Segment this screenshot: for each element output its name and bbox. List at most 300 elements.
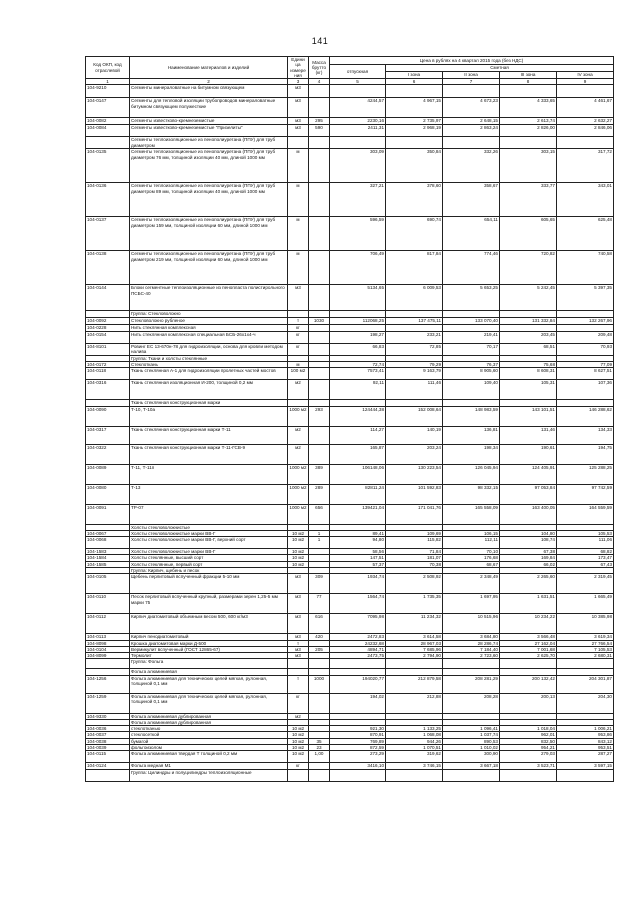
row-unit: т: [288, 318, 309, 325]
row-mass: [309, 380, 330, 400]
row-zone-3-price: 108,74: [500, 537, 557, 549]
row-zone-4-price: [557, 137, 614, 149]
row-zone-4-price: 1 665,49: [557, 594, 614, 614]
row-unit: 10 м2: [288, 537, 309, 549]
row-code: 104-0089: [86, 464, 130, 484]
row-unit: м3: [288, 125, 309, 137]
row-zone-2-price: 176,68: [443, 555, 500, 561]
row-unit: м: [288, 149, 309, 183]
col-number: 4: [309, 79, 330, 85]
row-code: 104-0112: [86, 614, 130, 634]
col-header-zone-4: IV зона: [557, 72, 614, 79]
row-zone-3-price: 333,77: [500, 183, 557, 217]
row-zone-3-price: [500, 769, 557, 781]
row-zone-3-price: 2 613,74: [500, 118, 557, 125]
row-code: 104-9210: [86, 85, 130, 98]
row-release-price: 7095,98: [330, 614, 386, 634]
col-header-estimate: Сметная: [386, 65, 614, 72]
row-zone-1-price: 690,74: [386, 217, 443, 251]
row-zone-2-price: 890,53: [443, 738, 500, 744]
row-zone-1-price: 2 794,90: [386, 653, 443, 659]
row-zone-3-price: 67,38: [500, 549, 557, 555]
col-number: 7: [443, 79, 500, 85]
row-release-price: 57,37: [330, 561, 386, 567]
table-row: [86, 118, 614, 125]
row-zone-4-price: 97 742,59: [557, 484, 614, 504]
row-unit: т: [288, 640, 309, 646]
row-code: 104-0084: [86, 125, 130, 137]
row-release-price: 194020,77: [330, 675, 386, 693]
row-zone-4-price: 209,48: [557, 331, 614, 343]
row-name: Фольга алюминиевая твердая Т толщиной 0,2 мм: [130, 751, 288, 763]
row-code: 104-1256: [86, 675, 130, 693]
row-release-price: 2230,16: [330, 118, 386, 125]
row-zone-4-price: 317,72: [557, 149, 614, 183]
row-code: 104-0154: [86, 331, 130, 343]
row-zone-4-price: 204,30: [557, 693, 614, 713]
row-code: 104-1584: [86, 555, 130, 561]
row-zone-1-price: 3 746,15: [386, 763, 443, 769]
row-code: 104-0105: [86, 574, 130, 594]
row-code: 104-0067: [86, 530, 130, 536]
row-zone-2-price: 300,90: [443, 751, 500, 763]
table-row: [86, 125, 614, 137]
row-unit: [288, 659, 309, 669]
row-release-price: 870,91: [330, 732, 386, 738]
row-zone-2-price: 198,34: [443, 444, 500, 464]
row-zone-3-price: 66,02: [500, 561, 557, 567]
row-zone-1-price: 6 009,53: [386, 285, 443, 311]
row-name: Холсты стеклянные, первый сорт: [130, 561, 288, 567]
row-code: 104-0104: [86, 646, 130, 652]
row-name: стеклосеткой: [130, 732, 288, 738]
row-zone-2-price: 7 184,40: [443, 646, 500, 652]
row-zone-3-price: 832,50: [500, 738, 557, 744]
row-zone-2-price: 1 096,41: [443, 726, 500, 732]
row-zone-1-price: 9 163,79: [386, 368, 443, 380]
row-zone-4-price: 343,01: [557, 183, 614, 217]
row-mass: 289: [309, 484, 330, 504]
row-zone-2-price: 654,11: [443, 217, 500, 251]
row-release-price: 24232,68: [330, 640, 386, 646]
row-zone-2-price: [443, 769, 500, 781]
row-release-price: 706,49: [330, 251, 386, 285]
row-zone-4-price: [557, 659, 614, 669]
row-mass: [309, 149, 330, 183]
row-zone-2-price: 3 684,80: [443, 634, 500, 640]
row-zone-3-price: 105,31: [500, 380, 557, 400]
row-code: 104-0115: [86, 751, 130, 763]
row-release-price: 5134,65: [330, 285, 386, 311]
row-zone-4-price: 146 288,62: [557, 406, 614, 426]
col-header-unit: Едини ца измере ния: [288, 57, 309, 79]
row-zone-2-price: 2 723,60: [443, 653, 500, 659]
row-zone-1-price: 72,85: [386, 343, 443, 355]
row-zone-3-price: 1 631,51: [500, 594, 557, 614]
row-zone-3-price: [500, 659, 557, 669]
row-unit: м3: [288, 85, 309, 98]
row-name: Т-13: [130, 484, 288, 504]
row-zone-4-price: 173,47: [557, 555, 614, 561]
row-zone-4-price: 77,09: [557, 361, 614, 367]
row-zone-2-price: 70,10: [443, 549, 500, 555]
row-zone-1-price: 11 234,32: [386, 614, 443, 634]
table-row: [86, 331, 614, 343]
row-unit: 10 м2: [288, 561, 309, 567]
row-zone-1-price: [386, 311, 443, 318]
row-name: Т-11, Т-11п: [130, 464, 288, 484]
row-zone-1-price: 171 041,76: [386, 504, 443, 524]
row-zone-3-price: 962,01: [500, 732, 557, 738]
row-release-price: [330, 85, 386, 98]
row-code: 104-0124: [86, 763, 130, 769]
row-zone-4-price: 953,51: [557, 745, 614, 751]
row-release-price: 327,21: [330, 183, 386, 217]
row-unit: м3: [288, 285, 309, 311]
row-unit: 1000 м2: [288, 504, 309, 524]
row-zone-3-price: 279,03: [500, 751, 557, 763]
row-zone-1-price: 2 508,92: [386, 574, 443, 594]
row-mass: [309, 251, 330, 285]
col-number: 5: [330, 79, 386, 85]
group-row: [86, 659, 614, 669]
row-zone-1-price: 212 879,58: [386, 675, 443, 693]
row-code: 104-0135: [86, 149, 130, 183]
row-name: Ткань стеклянная конструкционная марки: [130, 400, 288, 406]
row-code: 104-0036: [86, 726, 130, 732]
row-zone-1-price: 3 614,58: [386, 634, 443, 640]
row-zone-4-price: 10 385,98: [557, 614, 614, 634]
row-unit: м: [288, 183, 309, 217]
row-mass: 1,00: [309, 751, 330, 763]
row-mass: 389: [309, 464, 330, 484]
col-header-name: Наименование материалов и изделий: [130, 57, 288, 79]
row-zone-4-price: 111,06: [557, 537, 614, 549]
table-row: [86, 675, 614, 693]
row-unit: м3: [288, 594, 309, 614]
row-code: 104-1583: [86, 549, 130, 555]
row-name: Сегменты для тепловой изоляции трубопроводов минераловатные битумном связующем полужесткие: [130, 98, 288, 118]
row-zone-4-price: 194,75: [557, 444, 614, 464]
row-zone-3-price: 97 053,84: [500, 484, 557, 504]
row-name: Фольга алюминиевая для технических целей мягкая, рулонная, толщиной 0,1 мм: [130, 675, 288, 693]
table-row: [86, 380, 614, 400]
table-row: [86, 217, 614, 251]
row-code: 104-0172: [86, 361, 130, 367]
row-code: [86, 311, 130, 318]
row-zone-2-price: 112,11: [443, 537, 500, 549]
row-zone-3-price: 104,80: [500, 530, 557, 536]
row-release-price: 89,41: [330, 530, 386, 536]
row-zone-4-price: 4 461,67: [557, 98, 614, 118]
row-zone-4-price: 8 627,51: [557, 368, 614, 380]
row-zone-4-price: 2 632,27: [557, 118, 614, 125]
row-mass: [309, 285, 330, 311]
row-mass: 295: [309, 118, 330, 125]
table-row: [86, 149, 614, 183]
row-unit: м3: [288, 646, 309, 652]
row-unit: м: [288, 251, 309, 285]
row-release-price: 273,29: [330, 751, 386, 763]
row-name: Ровинг ЕС 13-670н-78 для гидроизоляции, основа для кровли методом налива: [130, 343, 288, 355]
row-zone-4-price: 105,53: [557, 530, 614, 536]
row-zone-4-price: 132 267,96: [557, 318, 614, 325]
row-code: 104-0091: [86, 504, 130, 524]
row-code: 104-0039: [86, 745, 130, 751]
row-code: 104-0113: [86, 634, 130, 640]
row-mass: [309, 693, 330, 713]
row-zone-4-price: 27 766,54: [557, 640, 614, 646]
row-zone-1-price: [386, 85, 443, 98]
row-name: Фольга алюминиевая: [130, 669, 288, 675]
row-zone-2-price: 106,15: [443, 530, 500, 536]
row-name: ТР-07: [130, 504, 288, 524]
row-zone-2-price: 148 983,59: [443, 406, 500, 426]
row-release-price: 1564,74: [330, 594, 386, 614]
row-zone-4-price: 2 680,31: [557, 653, 614, 659]
row-name: Ткань стеклянная А-1 для гидроизоляции пролетных частей мостов: [130, 368, 288, 380]
row-code: 104-0082: [86, 118, 130, 125]
row-zone-4-price: 125 288,25: [557, 464, 614, 484]
row-zone-1-price: 1 068,08: [386, 732, 443, 738]
row-mass: 616: [309, 614, 330, 634]
row-zone-3-price: 7 001,68: [500, 646, 557, 652]
row-name: Холсты стекловолокнистые марки ВВ-Г: [130, 530, 288, 536]
row-name: Группа: Фольга: [130, 659, 288, 669]
row-mass: [309, 217, 330, 251]
row-zone-4-price: 953,86: [557, 732, 614, 738]
row-mass: 656: [309, 504, 330, 524]
row-mass: [309, 311, 330, 318]
row-zone-1-price: 378,60: [386, 183, 443, 217]
row-unit: м2: [288, 380, 309, 400]
row-zone-3-price: 68,51: [500, 343, 557, 355]
row-zone-4-price: [557, 769, 614, 781]
row-zone-1-price: 2 968,19: [386, 125, 443, 137]
row-zone-4-price: [557, 85, 614, 98]
row-release-price: 596,59: [330, 217, 386, 251]
row-code: 104-0137: [86, 217, 130, 251]
row-zone-2-price: 219,41: [443, 331, 500, 343]
row-mass: 1030: [309, 318, 330, 325]
row-zone-3-price: 303,15: [500, 149, 557, 183]
row-code: 104-8099: [86, 653, 130, 659]
row-zone-4-price: 740,58: [557, 251, 614, 285]
row-zone-2-price: 5 653,25: [443, 285, 500, 311]
row-zone-2-price: 28 286,74: [443, 640, 500, 646]
row-zone-3-price: 131 332,84: [500, 318, 557, 325]
row-name: Группа: Кирпич, щебень и песок: [130, 567, 288, 573]
row-release-price: 4244,57: [330, 98, 386, 118]
row-zone-3-price: 605,65: [500, 217, 557, 251]
row-code: 104-0317: [86, 426, 130, 444]
table-row: [86, 614, 614, 634]
row-code: 104-0037: [86, 732, 130, 738]
row-code: 104-0316: [86, 380, 130, 400]
row-unit: м3: [288, 574, 309, 594]
row-zone-3-price: 200 132,42: [500, 675, 557, 693]
row-zone-2-price: 76,37: [443, 361, 500, 367]
row-zone-3-price: 200,13: [500, 693, 557, 713]
row-unit: м: [288, 361, 309, 367]
row-zone-1-price: 1 133,25: [386, 726, 443, 732]
table-header: [86, 57, 614, 85]
col-number: 2: [130, 79, 288, 85]
row-zone-2-price: 2 648,15: [443, 118, 500, 125]
row-name: фольгоизолом: [130, 745, 288, 751]
row-zone-4-price: 134,33: [557, 426, 614, 444]
row-release-price: 112068,25: [330, 318, 386, 325]
row-unit: кг: [288, 331, 309, 343]
table-row: [86, 594, 614, 614]
table-row: [86, 85, 614, 98]
row-mass: 590: [309, 125, 330, 137]
row-unit: [288, 137, 309, 149]
row-mass: [309, 183, 330, 217]
row-zone-3-price: 720,82: [500, 251, 557, 285]
row-zone-3-price: 2 826,00: [500, 125, 557, 137]
row-release-price: 769,89: [330, 738, 386, 744]
row-mass: 23: [309, 745, 330, 751]
row-zone-2-price: 10 515,96: [443, 614, 500, 634]
row-release-price: 7573,41: [330, 368, 386, 380]
row-name: Вермикулит вспученный (ГОСТ 12865-67): [130, 646, 288, 652]
row-name: Кирпич пенодиатомитовый: [130, 634, 288, 640]
row-unit: м2: [288, 444, 309, 464]
row-unit: 10 м2: [288, 732, 309, 738]
row-zone-2-price: 133 070,40: [443, 318, 500, 325]
row-zone-3-price: 1 018,04: [500, 726, 557, 732]
row-mass: 77: [309, 594, 330, 614]
col-header-zone-2: II зона: [443, 72, 500, 79]
row-name: Холсты стекловолокнистые: [130, 524, 288, 530]
row-code: 104-9330: [86, 713, 130, 719]
row-release-price: 106148,06: [330, 464, 386, 484]
table-row: [86, 751, 614, 763]
table-row: [86, 343, 614, 355]
row-zone-3-price: 169,84: [500, 555, 557, 561]
table-row: [86, 426, 614, 444]
row-zone-2-price: 1 697,95: [443, 594, 500, 614]
row-code: 104-8098: [86, 640, 130, 646]
row-release-price: 66,83: [330, 343, 386, 355]
row-release-price: 194,02: [330, 693, 386, 713]
row-mass: 1000: [309, 675, 330, 693]
row-zone-4-price: 5 397,35: [557, 285, 614, 311]
row-code: 104-0110: [86, 594, 130, 614]
row-zone-2-price: 3 667,18: [443, 763, 500, 769]
row-zone-1-price: [386, 769, 443, 781]
row-zone-2-price: 1 037,74: [443, 732, 500, 738]
row-mass: [309, 368, 330, 380]
row-zone-3-price: 163 400,05: [500, 504, 557, 524]
row-release-price: [330, 311, 386, 318]
row-unit: м: [288, 217, 309, 251]
row-mass: [309, 444, 330, 464]
row-zone-4-price: 1 006,21: [557, 726, 614, 732]
row-name: Ткань стеклянная изоляционная И-200, толщиной 0,2 мм: [130, 380, 288, 400]
row-zone-2-price: 98 332,15: [443, 484, 500, 504]
row-unit: 10 м2: [288, 555, 309, 561]
row-zone-1-price: 1 070,51: [386, 745, 443, 751]
row-name: Холсты стеклянные, высший сорт: [130, 555, 288, 561]
row-code: 104-0090: [86, 406, 130, 426]
row-mass: 205: [309, 646, 330, 652]
row-release-price: 114,27: [330, 426, 386, 444]
table-row: [86, 693, 614, 713]
row-name: Кирпич диатомитовый объемным весом 500, 600 кг/м3: [130, 614, 288, 634]
row-zone-2-price: 109,40: [443, 380, 500, 400]
row-zone-3-price: 3 566,48: [500, 634, 557, 640]
row-code: 104-0138: [86, 251, 130, 285]
row-zone-2-price: 208 281,29: [443, 675, 500, 693]
row-code: 104-0147: [86, 98, 130, 118]
row-mass: 293: [309, 406, 330, 426]
row-code: 104-0144: [86, 285, 130, 311]
row-zone-1-price: 319,62: [386, 751, 443, 763]
row-release-price: 3416,10: [330, 763, 386, 769]
row-zone-3-price: 2 265,60: [500, 574, 557, 594]
row-name: Стекловолокно рубленое: [130, 318, 288, 325]
row-zone-3-price: 75,68: [500, 361, 557, 367]
row-unit: м2: [288, 426, 309, 444]
row-unit: 10 м2: [288, 530, 309, 536]
col-header-mass: Масса брутто (кг): [309, 57, 330, 79]
row-zone-1-price: 350,84: [386, 149, 443, 183]
row-zone-1-price: 140,19: [386, 426, 443, 444]
row-zone-1-price: 152 008,64: [386, 406, 443, 426]
col-header-release: отпускная: [330, 65, 386, 79]
row-zone-1-price: [386, 659, 443, 669]
row-zone-4-price: 68,82: [557, 549, 614, 555]
row-zone-1-price: 70,38: [386, 561, 443, 567]
row-zone-4-price: 7 105,53: [557, 646, 614, 652]
row-zone-1-price: 109,69: [386, 530, 443, 536]
row-release-price: [330, 769, 386, 781]
row-release-price: 2411,31: [330, 125, 386, 137]
row-code: [86, 659, 130, 669]
row-zone-3-price: 203,45: [500, 331, 557, 343]
col-header-price-group: Цена в рублях на 4 квартал 2015 года (без НДС): [330, 57, 614, 65]
row-zone-1-price: 1 735,35: [386, 594, 443, 614]
row-zone-1-price: 101 592,83: [386, 484, 443, 504]
row-name: Сегменты теплоизоляционные из пенополиуретана (ППУ) для труб диаметром: [130, 137, 288, 149]
row-zone-1-price: [386, 137, 443, 149]
row-zone-3-price: 954,21: [500, 745, 557, 751]
row-code: 104-0136: [86, 183, 130, 217]
row-name: Сегменты известково-кремнеземистые "Призелиты": [130, 125, 288, 137]
row-name: Сегменты теплоизоляционные из пенополиуретана (ППУ) для труб диаметром 89 мм, толщиной изоляции 40 мм, длиной 1000 мм: [130, 183, 288, 217]
row-unit: кг: [288, 325, 309, 331]
col-number: 8: [500, 79, 557, 85]
row-zone-3-price: 131,46: [500, 426, 557, 444]
row-mass: [309, 137, 330, 149]
row-zone-2-price: 165 558,09: [443, 504, 500, 524]
col-number: 9: [557, 79, 614, 85]
row-zone-2-price: 126 045,94: [443, 464, 500, 484]
row-zone-2-price: 774,46: [443, 251, 500, 285]
row-code: 104-0092: [86, 318, 130, 325]
row-name: бумагой: [130, 738, 288, 744]
row-zone-3-price: 143 101,51: [500, 406, 557, 426]
table-row: [86, 444, 614, 464]
row-unit: 10 м2: [288, 726, 309, 732]
row-zone-3-price: 124 405,91: [500, 464, 557, 484]
row-name: Фольга медная М1: [130, 763, 288, 769]
table-row: [86, 504, 614, 524]
row-unit: м3: [288, 614, 309, 634]
row-mass: 420: [309, 634, 330, 640]
